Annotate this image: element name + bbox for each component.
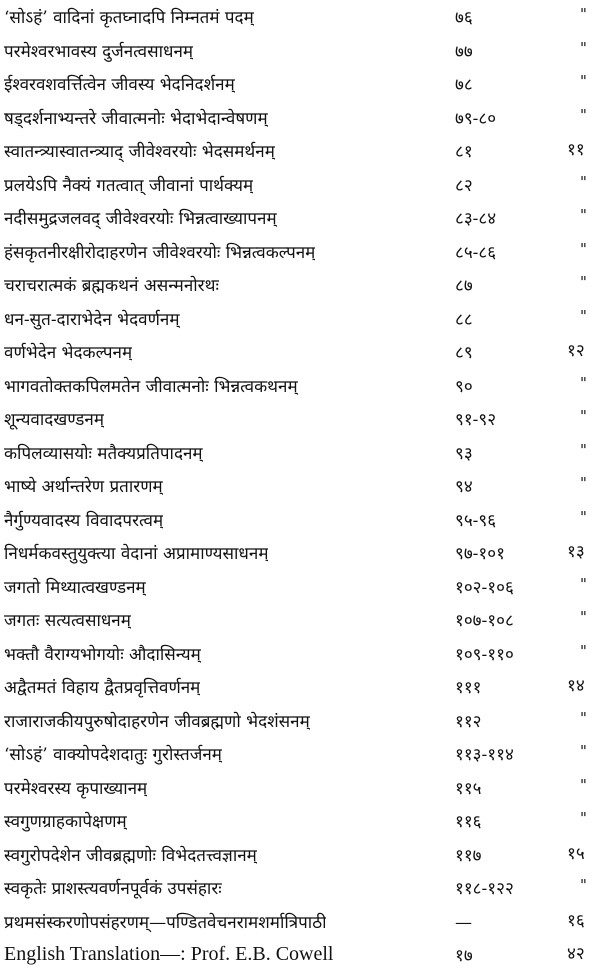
toc-entry-title: नैर्गुण्यवादस्य विवादपरत्वम् [4, 510, 164, 531]
toc-row [0, 204, 600, 238]
toc-entry-title: स्वातन्त्र्यास्वातन्त्र्याद् जीवेश्वरयोः भेदसमर्थनम् [4, 142, 275, 162]
toc-entry-page: ८९ [455, 343, 473, 363]
toc-row [0, 137, 600, 171]
toc-entry-section-mark: " [580, 742, 587, 760]
toc-entry-page: ८१ [455, 142, 473, 162]
toc-entry-title: भाष्ये अर्थान्तरेण प्रतारणम् [4, 477, 163, 497]
toc-entry-title: राजाराजकीयपुरुषोदाहरणेन जीवब्रह्मणो भेदशंसनम् [4, 711, 310, 732]
toc-entry-section-mark: १३ [567, 542, 585, 562]
toc-row [0, 673, 600, 707]
toc-entry-page: ११५ [455, 778, 482, 799]
toc-entry-title: स्वगुणग्राहकापेक्षणम् [4, 812, 127, 832]
toc-entry-section-mark: " [580, 38, 587, 57]
toc-row [0, 271, 600, 305]
toc-row [0, 740, 600, 774]
toc-entry-section-mark: " [580, 608, 587, 626]
toc-entry-page: ९५-९६ [455, 510, 497, 531]
toc-entry-section-mark: " [580, 708, 587, 727]
toc-entry-title: प्रथमसंस्करणोपसंहरणम्—पण्डितवेचनरामशर्मात्रिपाठी [4, 912, 327, 933]
toc-entry-section-mark: " [580, 206, 587, 224]
toc-row [0, 606, 600, 640]
toc-entry-title: नदीसमुद्रजलवद् जीवेश्वरयोः भिन्नत्वाख्यापनम् [4, 209, 277, 229]
toc-entry-page: १०९-११० [455, 644, 514, 665]
toc-entry-title: षड्दर्शनाभ्यन्तरे जीवात्मनोः भेदाभेदान्वेषणम् [4, 108, 268, 129]
toc-entry-page: १७ [455, 946, 473, 966]
toc-entry-page: ९४ [455, 477, 473, 497]
toc-entry-title: ‘सोऽहं’ वादिनां कृतघ्नादपि निम्नतमं पदम् [4, 8, 254, 28]
toc-entry-page: १०२-१०६ [455, 577, 514, 598]
toc-entry-section-mark: १२ [567, 341, 585, 361]
toc-entry-section-mark: " [580, 440, 587, 459]
toc-entry-section-mark: १६ [567, 910, 585, 931]
toc-entry-section-mark: " [580, 273, 587, 291]
toc-row [0, 305, 600, 339]
toc-entry-title: English Translation—: Prof. E.B. Cowell [4, 943, 334, 965]
toc-row [0, 104, 600, 138]
toc-entry-page: ११८-१२२ [455, 879, 514, 899]
toc-entry-title: ‘सोऽहं’ वाक्योपदेशदातुः गुरोस्तर्जनम् [4, 745, 222, 765]
toc-entry-title: प्रलयेऽपि नैक्यं गतत्वात् जीवानां पार्थक्यम् [4, 175, 254, 196]
toc-entry-page: ८३-८४ [455, 209, 497, 229]
toc-row [0, 70, 600, 104]
toc-entry-page: ९७-१०१ [455, 544, 505, 564]
toc-row [0, 774, 600, 808]
toc-entry-section-mark: " [580, 507, 587, 526]
toc-entry-title: जगतः सत्यत्वसाधनम् [4, 611, 131, 631]
toc-entry-title: धन-सुत-दाराभेदेन भेदवर्णनम् [4, 309, 180, 330]
toc-entry-page: १११ [455, 678, 482, 698]
toc-entry-title: स्वकृतेः प्राशस्त्यवर्णनपूर्वकं उपसंहारः [4, 879, 222, 899]
toc-entry-section-mark: " [580, 306, 587, 325]
toc-row [0, 238, 600, 272]
toc-entry-page: १०७-१०८ [455, 611, 514, 631]
toc-entry-section-mark: " [580, 105, 587, 124]
toc-entry-title: चराचरात्मकं ब्रह्मकथनं असन्मनोरथः [4, 276, 219, 296]
toc-entry-page: ७९-८० [455, 108, 497, 129]
toc-entry-page: ११२ [455, 711, 482, 732]
toc-entry-title: परमेश्वरस्य कृपाख्यानम् [4, 778, 148, 799]
toc-row [0, 506, 600, 540]
toc-entry-title: ईश्वरवशवर्त्तित्वेन जीवस्य भेदनिदर्शनम् [4, 75, 235, 95]
toc-entry-title: स्वगुरोपदेशेन जीवब्रह्मणोः विभेदतत्त्वज्ञानम् [4, 845, 257, 866]
toc-row [0, 405, 600, 439]
toc-entry-title: भागवतोक्तकपिलमतेन जीवात्मनोः भिन्नत्वकथनम् [4, 376, 298, 397]
toc-entry-page: ११३-११४ [455, 745, 514, 765]
toc-entry-title: जगतो मिथ्यात्वखण्डनम् [4, 577, 146, 598]
toc-entry-page: ११६ [455, 812, 482, 832]
toc-entry-section-mark: " [580, 809, 587, 827]
toc-entry-section-mark: " [580, 373, 587, 392]
toc-entry-page: ७८ [455, 75, 473, 95]
toc-entry-page: ८५-८६ [455, 242, 497, 263]
toc-entry-section-mark: ४२ [567, 944, 585, 964]
toc-entry-section-mark: " [580, 407, 587, 425]
toc-entry-title: वर्णभेदेन भेदकल्पनम् [4, 343, 133, 363]
toc-entry-page: ९३ [455, 443, 473, 464]
toc-entry-section-mark: " [580, 775, 587, 794]
toc-row [0, 841, 600, 875]
toc-entry-section-mark: " [580, 5, 587, 23]
toc-row [0, 640, 600, 674]
toc-entry-title: कपिलव्यासयोः मतैक्यप्रतिपादनम् [4, 443, 203, 464]
toc-entry-page: ८२ [455, 175, 473, 196]
toc-row [0, 941, 600, 977]
toc-row [0, 472, 600, 506]
toc-entry-section-mark: ११ [567, 140, 585, 160]
toc-entry-page: ८८ [455, 309, 473, 330]
toc-entry-section-mark: १४ [567, 676, 585, 696]
toc-entry-page: — [455, 912, 472, 933]
toc-row [0, 171, 600, 205]
toc-row [0, 573, 600, 607]
toc-entry-page: ९० [455, 376, 473, 397]
toc-row [0, 707, 600, 741]
toc-entry-title: निधर्मकवस्तुयुक्त्या वेदानां अप्रामाण्यसाधनम् [4, 544, 269, 564]
toc-entry-section-mark: १५ [567, 843, 585, 864]
toc-entry-section-mark: " [580, 574, 587, 593]
toc-entry-page: ८७ [455, 276, 473, 296]
toc-entry-section-mark: " [580, 72, 587, 90]
toc-entry-title: अद्वैतमतं विहाय द्वैतप्रवृत्तिवर्णनम् [4, 678, 201, 698]
toc-entry-section-mark: " [580, 172, 587, 191]
toc-entry-title: शून्यवादखण्डनम् [4, 410, 104, 430]
toc-row [0, 539, 600, 573]
toc-row [0, 372, 600, 406]
toc-row [0, 37, 600, 71]
toc-entry-section-mark: " [580, 474, 587, 492]
toc-row [0, 874, 600, 908]
toc-row [0, 807, 600, 841]
toc-row [0, 338, 600, 372]
toc-row [0, 439, 600, 473]
toc-row [0, 908, 600, 942]
toc-entry-title: हंसकृतनीरक्षीरोदाहरणेन जीवेश्वरयोः भिन्नत्वकल्पनम् [4, 242, 316, 263]
toc-entry-title: परमेश्वरभावस्य दुर्जनत्वसाधनम् [4, 41, 194, 62]
toc-entry-page: ७७ [455, 41, 473, 62]
toc-entry-section-mark: " [580, 239, 587, 258]
toc-entry-page: ११७ [455, 845, 482, 866]
toc-entry-section-mark: " [580, 641, 587, 660]
toc-entry-section-mark: " [580, 876, 587, 894]
toc-entry-title: भक्तौ वैराग्यभोगयोः औदासिन्यम् [4, 644, 201, 665]
toc-entry-page: ९१-९२ [455, 410, 497, 430]
toc-entry-page: ७६ [455, 8, 473, 28]
toc-row [0, 3, 600, 37]
